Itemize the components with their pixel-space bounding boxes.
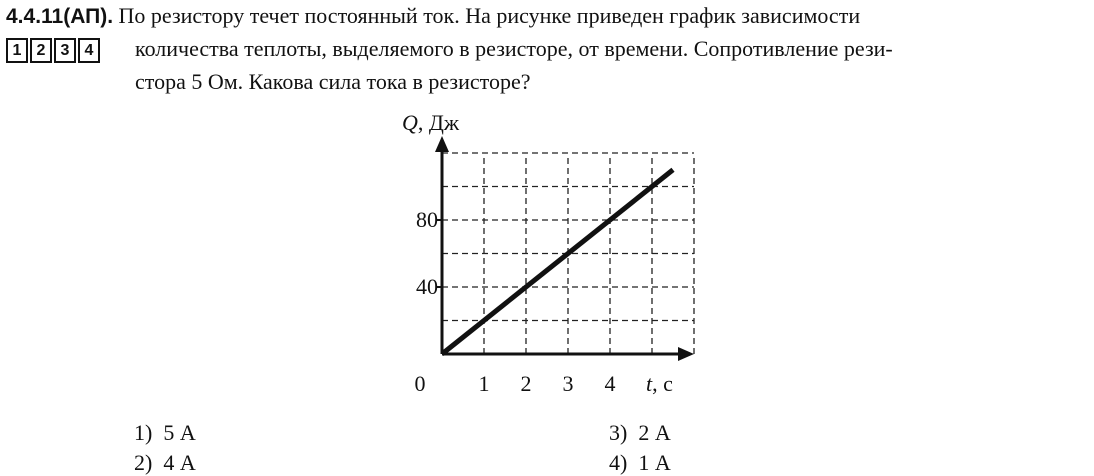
answer-4-text: 1 А: [638, 450, 671, 475]
answer-1-number: 1): [134, 420, 153, 445]
answer-3-number: 3): [609, 420, 628, 445]
y-axis-label: Q, Дж: [402, 110, 460, 135]
answer-option-2: [134, 450, 196, 476]
answer-2-text: 4 А: [163, 450, 196, 475]
answer-option-1: [134, 420, 196, 446]
y-tick-label: 40: [416, 274, 438, 299]
data-series-line: [442, 170, 673, 354]
answer-option-3: [609, 420, 671, 446]
y-tick-label: 80: [416, 207, 438, 232]
problem-line-3: стора 5 Ом. Какова сила тока в резисторе?: [135, 69, 531, 94]
answer-option-4: [609, 450, 671, 476]
problem-number: 4.4.11(АП).: [6, 5, 114, 28]
level-2-box: 2: [30, 38, 52, 63]
level-3-box: 3: [54, 38, 76, 63]
x-axis-arrow-icon: [678, 347, 694, 361]
answer-4-number: 4): [609, 450, 628, 475]
level-1-box: 1: [6, 38, 28, 63]
x-tick-label: 1: [478, 371, 490, 396]
level-4-box: 4: [78, 38, 100, 63]
problem-line-2: количества теплоты, выделяемого в резисторе, от времени. Сопротивление рези-: [135, 36, 893, 61]
answer-2-number: 2): [134, 450, 153, 475]
x-axis-label: t, с: [646, 371, 673, 396]
x-tick-label: 2: [520, 371, 532, 396]
x-tick-label: 4: [604, 371, 616, 396]
problem-text-1: По резистору течет постоянный ток. На рисунке приведен график зависимости: [118, 3, 861, 28]
origin-label: 0: [414, 371, 426, 396]
answer-3-text: 2 А: [638, 420, 671, 445]
answer-1-text: 5 А: [163, 420, 196, 445]
y-axis-arrow-icon: [435, 136, 449, 152]
x-tick-label: 3: [562, 371, 574, 396]
